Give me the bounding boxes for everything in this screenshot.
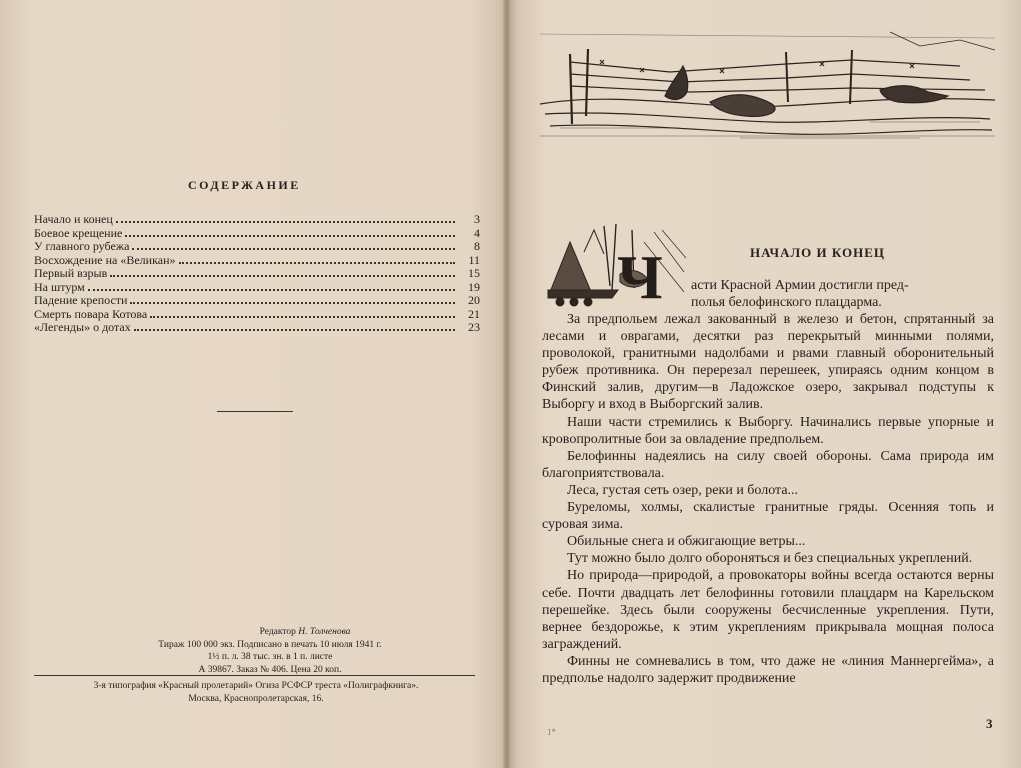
toc-entry[interactable]: Смерть повара Котова 21 [34,306,480,321]
imprint-line: Тираж 100 000 экз. Подписано в печать 10 июля 1941 г. [158,639,382,650]
page-number: 3 [986,716,993,731]
first-paragraph [691,277,909,311]
chapter-initial-illustration [544,222,689,308]
toc-entry[interactable]: Начало и конец 3 [34,212,480,226]
toc-entry[interactable]: На штурм 19 [34,279,480,294]
drop-cap-letter: Ч [617,244,663,308]
toc-title: СОДЕРЖАНИЕ [188,178,301,192]
body-paragraph: Но природа—природой, а провокаторы войны всегда остаются верны себе. Почти двадцать лет белофинны готовили плацдарм на Карельском перешейке. Здесь были сооружены бесчисленные укрепления. Пути, вернее бездорожье, к этим укреплениям прикрывала мощная полоса заграждений. [542,568,994,652]
body-paragraph: Тут можно было долго обороняться и без специальных укреплений. [567,551,973,567]
section-divider [217,411,293,412]
imprint-line: 1½ п. л. 38 тыс. зн. в 1 п. листе [207,652,333,662]
printer-block [36,680,476,705]
table-of-contents [34,212,480,334]
body-paragraph: Наши части стремились к Выборгу. Начинались первые упорные и кровопролитные бои за овладение предпольем. [542,414,994,447]
body-paragraph: Леса, густая сеть озер, реки и болота... [567,482,799,498]
toc-entry[interactable]: Боевое крещение 4 [34,225,480,240]
signature-mark: 1* [547,727,556,737]
imprint-line: А 39867. Заказ № 406. Цена 20 коп. [198,664,342,675]
imprint-editor-line: Редактор Н. Толченова [259,627,351,637]
first-paragraph-line: полья белофинского плацдарма. [691,295,882,310]
imprint-block [60,626,480,676]
body-paragraph: Обильные снега и обжигающие ветры... [567,534,806,550]
battlefield-illustration [540,24,995,142]
toc-entry[interactable]: Падение крепости 20 [34,293,480,307]
toc-entry[interactable]: Первый взрыв 15 [34,266,480,280]
body-paragraph: Финны не сомневались в том, что даже не «линия Маннергейма», а предполье надолго задержит продвижение [542,653,994,686]
toc-entry[interactable]: «Легенды» о дотах 23 [34,320,480,334]
body-paragraph: За предпольем лежал закованный в железо и бетон, спрятанный за лесами и оврагами, десятки раз перекрытый минными полями, проволокой, гранитными надолбами и рвами главный оборонительный рубеж противника. Он перерезал перешеек, упираясь одним концом в Финский залив, другим—в Ладожское озеро, закрывал подступы к Выборгу и вход в Выборгский залив. [542,312,994,413]
first-paragraph-line: асти Красной Армии достигли пред- [691,278,909,293]
toc-entry[interactable]: Восхождение на «Великан» 11 [34,252,480,267]
toc-entry[interactable]: У главного рубежа 8 [34,239,480,253]
printer-line: 3-я типография «Красный пролетарий» Огиза РСФСР треста «Полиграфкнига». [93,681,419,691]
printer-line: Москва, Краснопролетарская, 16. [188,693,324,704]
chapter-title: НАЧАЛО И КОНЕЦ [750,245,885,260]
body-paragraph: Буреломы, холмы, скалистые гранитные гряды. Осенняя топь и суровая зима. [542,500,994,533]
book-gutter [503,0,511,768]
chapter-body [542,311,994,687]
body-paragraph: Белофинны надеялись на силу своей обороны. Сама природа им благоприятствовала. [542,448,994,481]
imprint-divider [34,675,475,676]
